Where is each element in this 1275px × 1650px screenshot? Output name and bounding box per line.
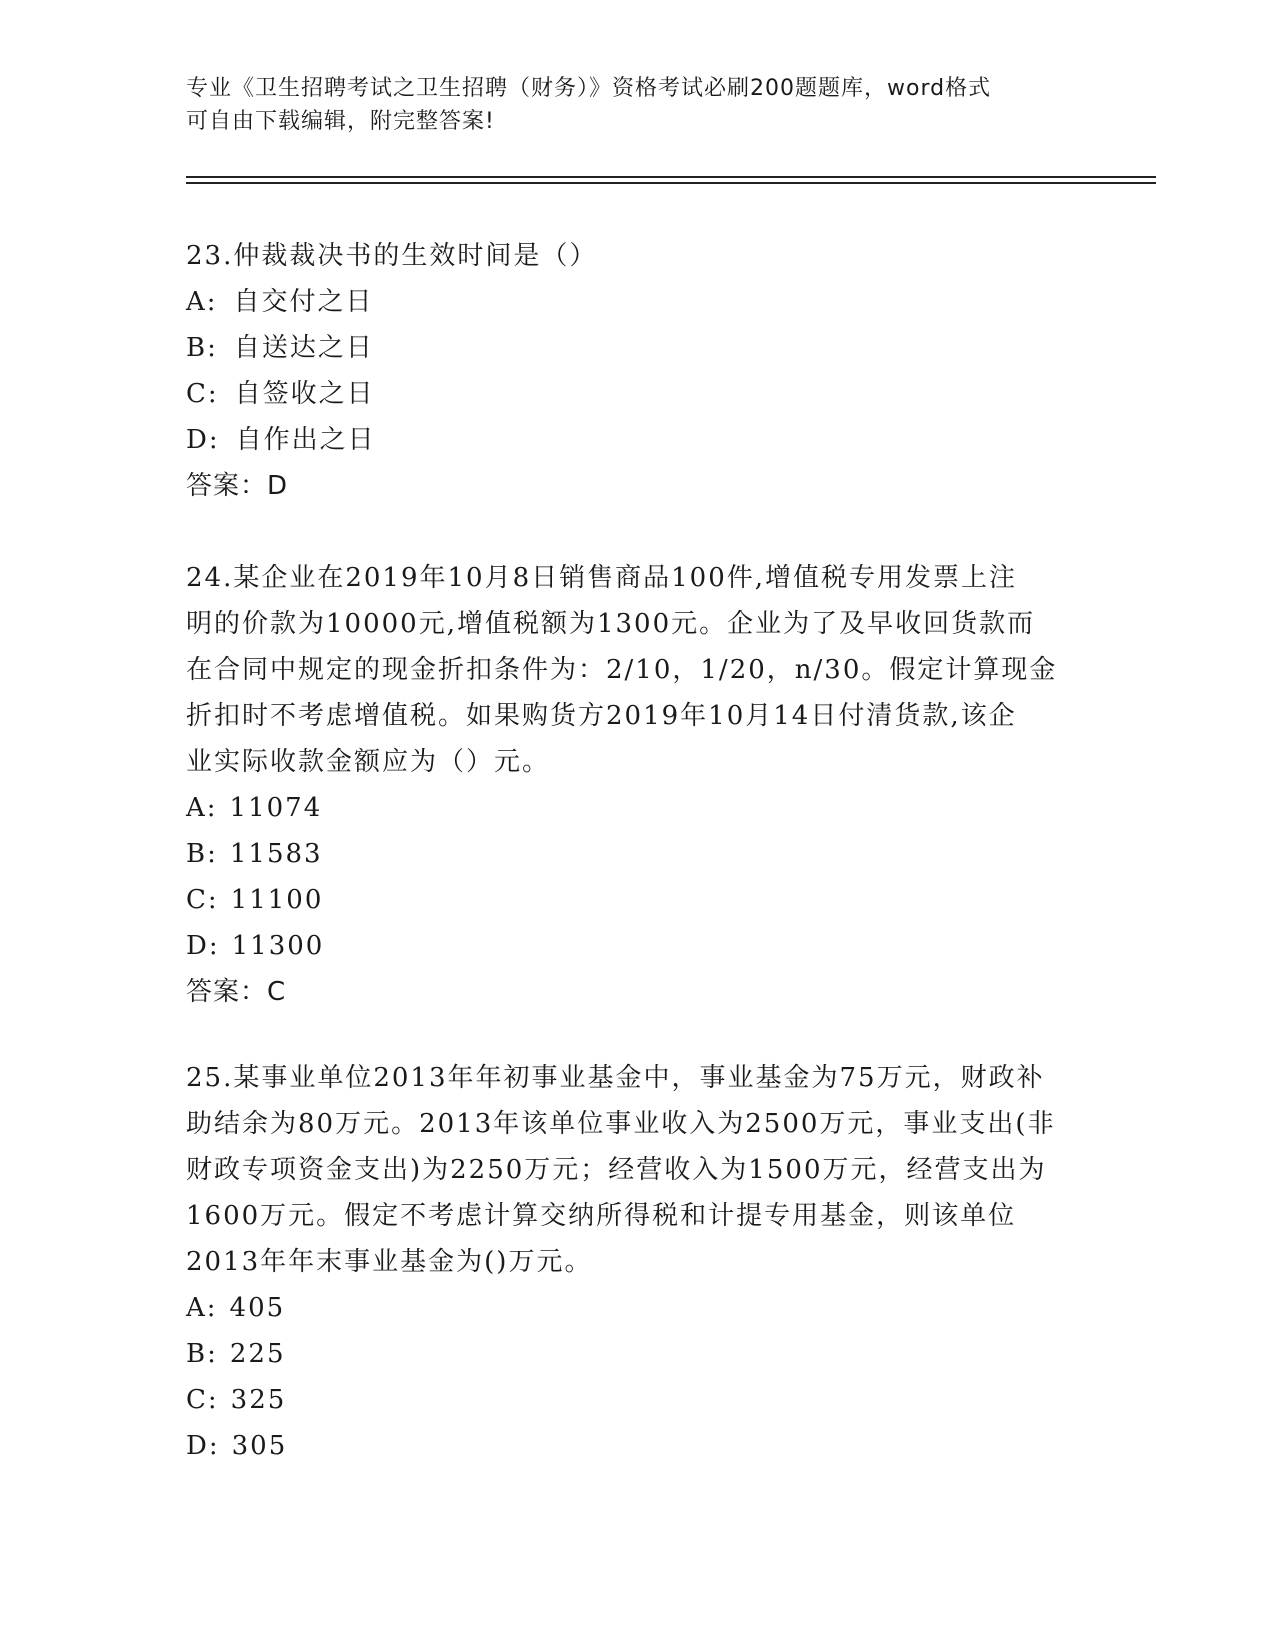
- option-text: 11074: [229, 793, 323, 823]
- option-a: [186, 1285, 1086, 1331]
- option-text: 325: [230, 1385, 287, 1415]
- question-stem-line: 财政专项资金支出)为2250万元；经营收入为1500万元，经营支出为: [186, 1155, 1047, 1185]
- option-b: [186, 1331, 1086, 1377]
- question-stem: 23.仲裁裁决书的生效时间是（）: [186, 241, 598, 271]
- option-letter: A:: [186, 793, 218, 823]
- option-letter: D:: [186, 425, 220, 455]
- option-text: 405: [229, 1293, 286, 1323]
- option-d: [186, 417, 1086, 463]
- option-a: [186, 279, 1086, 325]
- option-c: [186, 1377, 1086, 1423]
- option-text: 自送达之日: [233, 333, 374, 363]
- option-letter: C:: [186, 379, 219, 409]
- question-stem-line: 业实际收款金额应为（）元。: [186, 747, 551, 777]
- question-stem-line: 明的价款为10000元,增值税额为1300元。企业为了及早收回货款而: [186, 609, 1036, 639]
- option-c: [186, 877, 1086, 923]
- question-stem: [186, 555, 1086, 785]
- header-line-1: 专业《卫生招聘考试之卫生招聘（财务）》资格考试必刷200题题库，word格式: [186, 76, 992, 101]
- option-letter: B:: [186, 333, 218, 363]
- question-23: [186, 233, 1086, 509]
- option-list: [186, 785, 1086, 969]
- option-d: [186, 923, 1086, 969]
- answer-line: 答案：C: [186, 977, 287, 1007]
- option-text: 自交付之日: [233, 287, 374, 317]
- header-line-2: 可自由下载编辑，附完整答案!: [186, 109, 495, 134]
- question-stem-line: 25.某事业单位2013年年初事业基金中，事业基金为75万元，财政补: [186, 1063, 1045, 1093]
- option-c: [186, 371, 1086, 417]
- option-letter: A:: [186, 287, 218, 317]
- option-b: [186, 831, 1086, 877]
- option-letter: D:: [186, 931, 220, 961]
- option-text: 11583: [229, 839, 323, 869]
- option-text: 305: [231, 1431, 288, 1461]
- option-text: 自作出之日: [235, 425, 376, 455]
- question-stem-line: 折扣时不考虑增值税。如果购货方2019年10月14日付清货款,该企: [186, 701, 1017, 731]
- option-text: 11300: [231, 931, 325, 961]
- document-header: [186, 72, 1086, 138]
- option-letter: C:: [186, 885, 219, 915]
- answer-line: 答案：D: [186, 471, 289, 501]
- option-letter: D:: [186, 1431, 220, 1461]
- option-text: 自签收之日: [234, 379, 375, 409]
- option-text: 11100: [230, 885, 324, 915]
- question-stem-line: 2013年年末事业基金为()万元。: [186, 1247, 593, 1277]
- question-stem-line: 1600万元。假定不考虑计算交纳所得税和计提专用基金，则该单位: [186, 1201, 1017, 1231]
- option-a: [186, 785, 1086, 831]
- question-stem-line: 在合同中规定的现金折扣条件为：2/10，1/20，n/30。假定计算现金: [186, 655, 1058, 685]
- option-letter: A:: [186, 1293, 218, 1323]
- option-d: [186, 1423, 1086, 1469]
- question-24: [186, 555, 1086, 1015]
- option-list: [186, 1285, 1086, 1469]
- option-list: [186, 279, 1086, 463]
- option-letter: B:: [186, 1339, 218, 1369]
- question-stem: [186, 1055, 1086, 1285]
- option-b: [186, 325, 1086, 371]
- option-text: 225: [229, 1339, 286, 1369]
- question-stem-line: 助结余为80万元。2013年该单位事业收入为2500万元，事业支出(非: [186, 1109, 1056, 1139]
- header-divider-top: [186, 176, 1156, 178]
- question-stem-line: 24.某企业在2019年10月8日销售商品100件,增值税专用发票上注: [186, 563, 1018, 593]
- option-letter: B:: [186, 839, 218, 869]
- option-letter: C:: [186, 1385, 219, 1415]
- header-divider-bottom: [186, 182, 1156, 184]
- question-25: [186, 1055, 1086, 1469]
